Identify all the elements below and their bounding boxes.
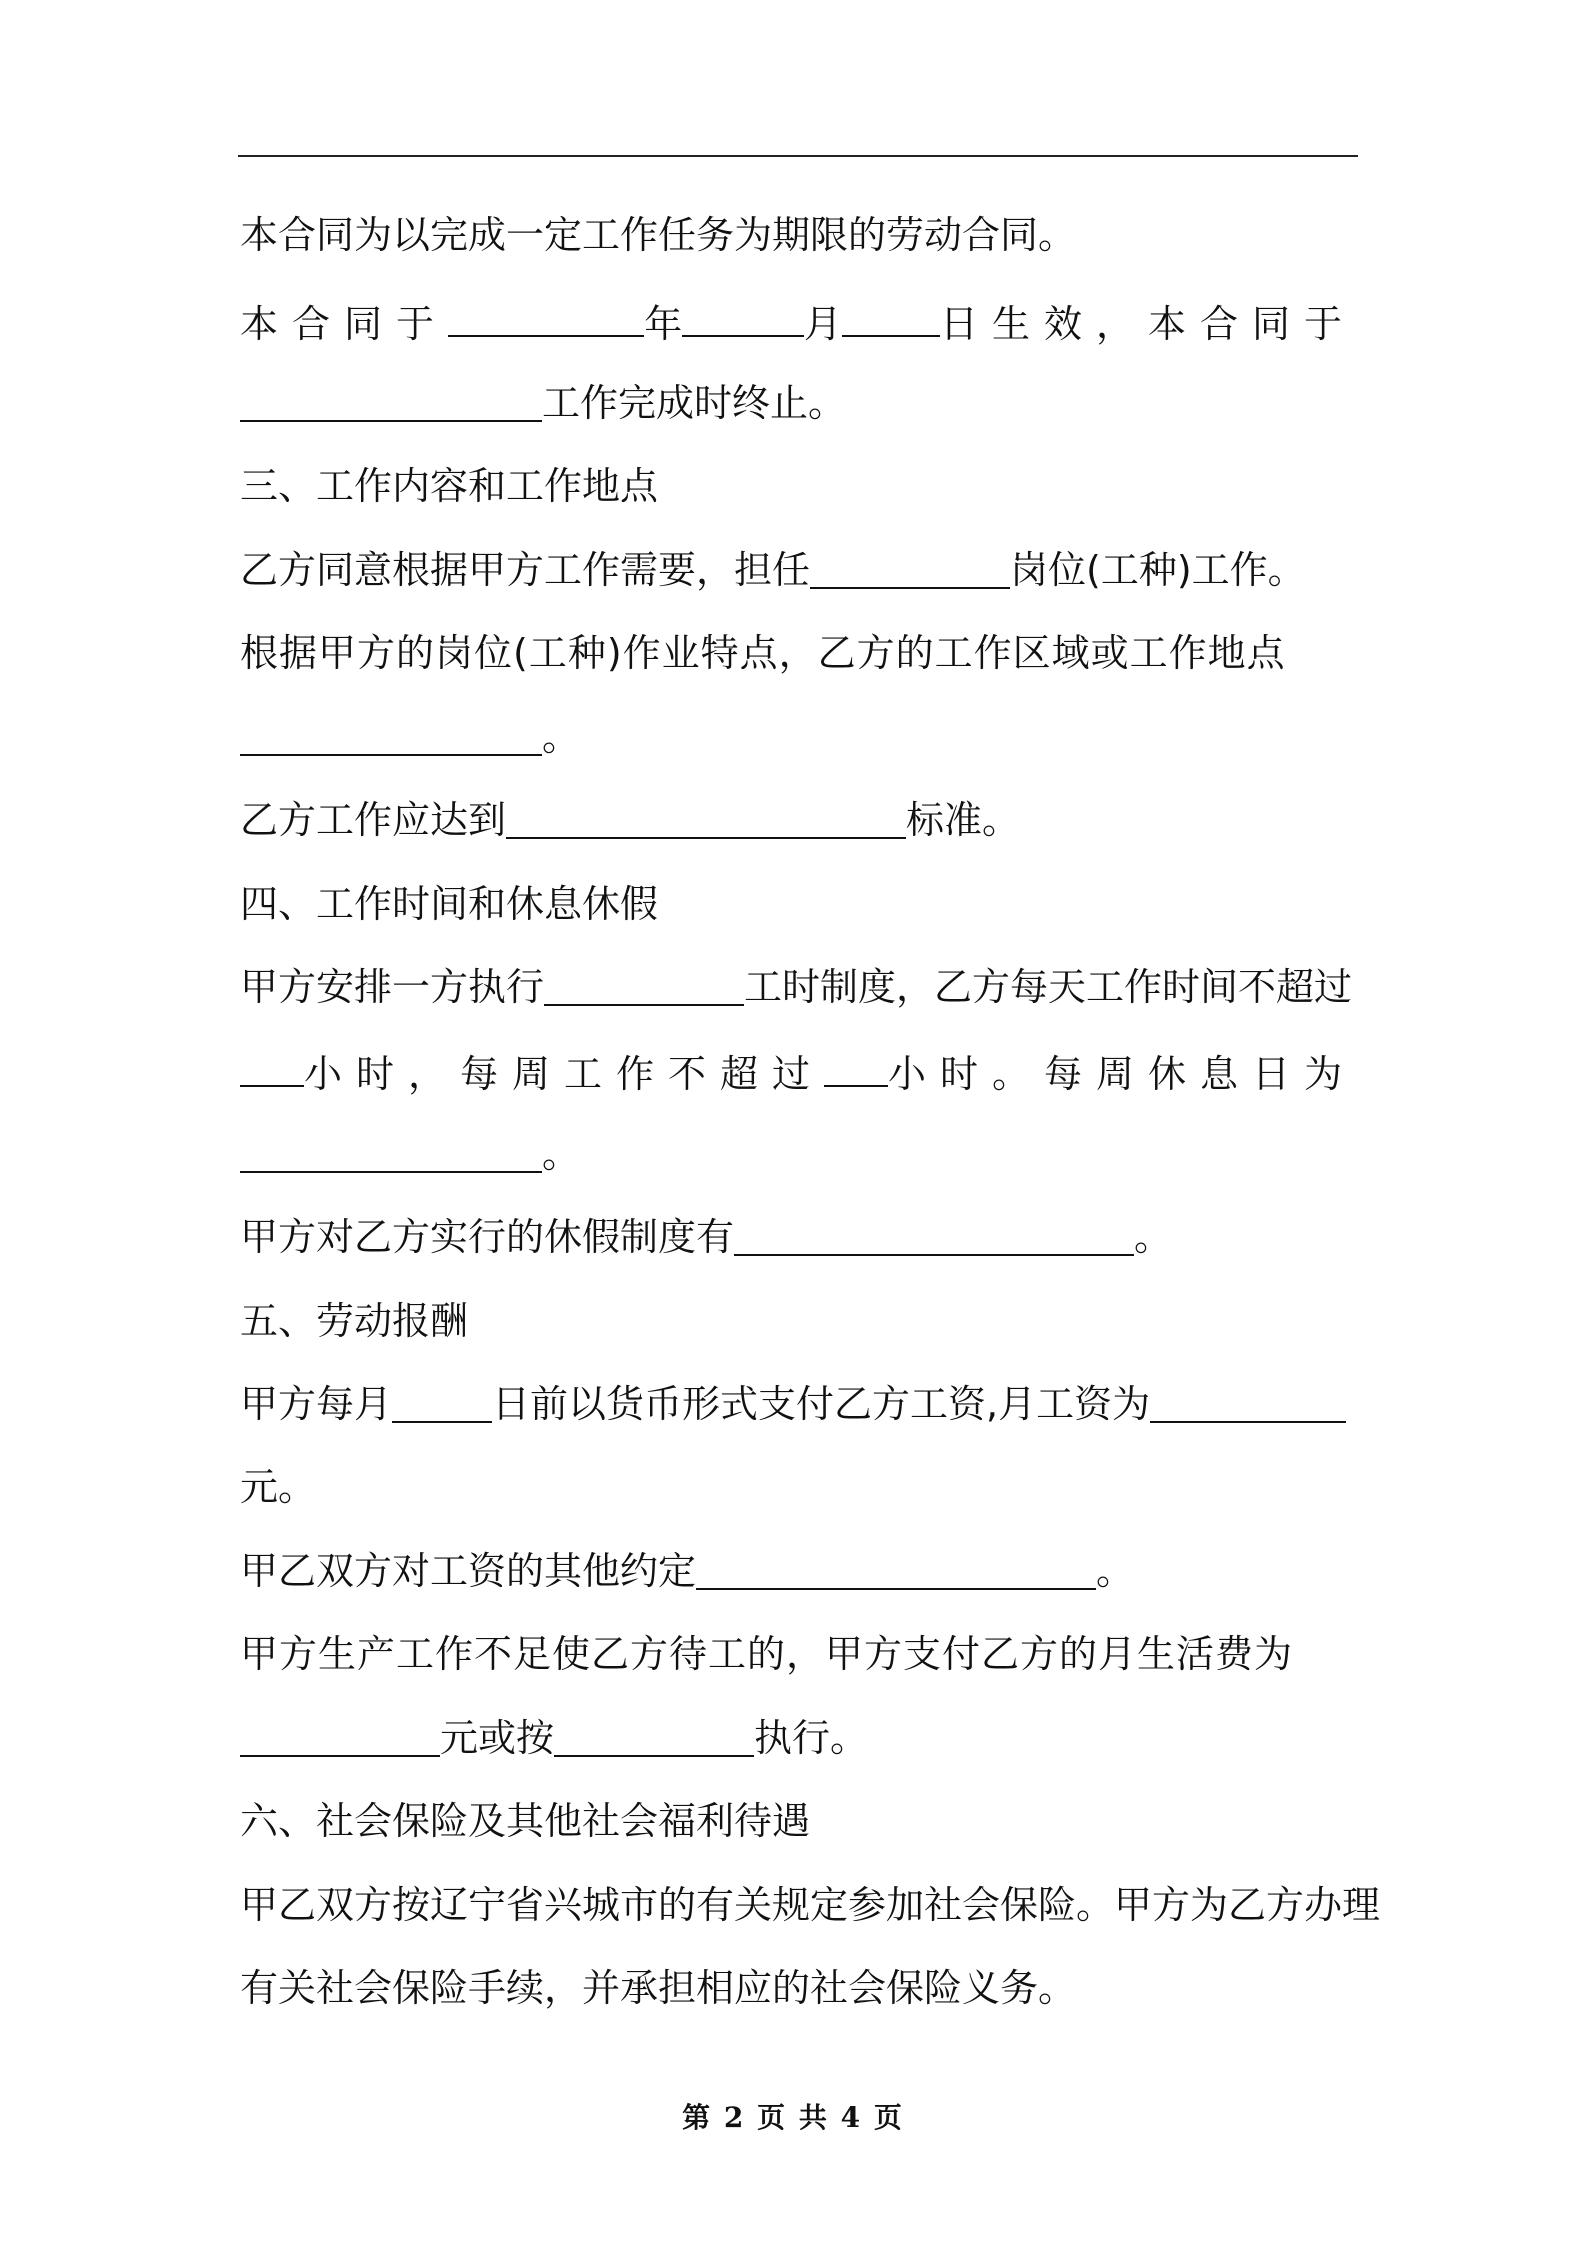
section-5-heading: 五、劳动报酬 — [240, 1299, 469, 1343]
salary-line — [240, 1379, 1356, 1429]
year-label: 年 — [644, 302, 683, 346]
work-hours-text-1: 甲方安排一方执行 — [240, 965, 545, 1009]
effective-text-1: 本合同于 — [240, 302, 449, 346]
section-4-heading: 四、工作时间和休息休假 — [240, 882, 659, 926]
rest-day-end: 。 — [542, 1132, 581, 1176]
year-blank[interactable] — [448, 295, 644, 337]
standard-blank[interactable] — [506, 797, 906, 839]
standby-pay-line: 甲方生产工作不足使乙方待工的，甲方支付乙方的月生活费为 — [240, 1632, 1294, 1676]
month-label: 月 — [803, 302, 842, 346]
salary-other-end: 。 — [1096, 1549, 1135, 1593]
effective-text-2: 日生效，本合同于 — [939, 302, 1356, 346]
page-number: 第 2 页 共 4 页 — [682, 2101, 904, 2134]
work-hours-text-2: 工时制度，乙方每天工作时间不超过 — [744, 965, 1353, 1009]
header-rule — [238, 155, 1358, 157]
monthly-salary-blank[interactable] — [1150, 1381, 1346, 1423]
vacation-blank[interactable] — [734, 1214, 1134, 1256]
hours-limit-line — [240, 1045, 1356, 1099]
work-area-line: 根据甲方的岗位(工种)作业特点，乙方的工作区域或工作地点 — [240, 631, 1286, 675]
effective-date-line — [240, 295, 1356, 349]
day-blank[interactable] — [842, 295, 940, 337]
weekly-hours-blank[interactable] — [824, 1045, 888, 1087]
standby-pay-blank-line — [240, 1713, 1356, 1763]
standby-amount-blank[interactable] — [240, 1715, 440, 1757]
standard-text-1: 乙方工作应达到 — [240, 798, 507, 842]
section-3-heading: 三、工作内容和工作地点 — [240, 464, 659, 508]
hours-limit-text-2: 小时。每周休息日为 — [887, 1052, 1356, 1096]
termination-text: 工作完成时终止。 — [542, 381, 847, 425]
work-hours-blank[interactable] — [544, 964, 744, 1006]
salary-unit-line: 元。 — [240, 1465, 317, 1509]
standby-basis-blank[interactable] — [554, 1715, 754, 1757]
termination-line — [240, 378, 1356, 428]
salary-other-text: 甲乙双方对工资的其他约定 — [240, 1549, 697, 1593]
position-text-1: 乙方同意根据甲方工作需要，担任 — [240, 548, 811, 592]
standby-text-2: 执行。 — [754, 1716, 869, 1760]
vacation-line — [240, 1212, 1356, 1262]
position-blank[interactable] — [810, 547, 1010, 589]
contract-term-sentence: 本合同为以完成一定工作任务为期限的劳动合同。 — [240, 213, 1077, 257]
salary-other-line — [240, 1546, 1356, 1596]
work-area-blank-line — [240, 712, 1356, 762]
hours-limit-text-1: 小时，每周工作不超过 — [303, 1052, 824, 1096]
work-area-blank[interactable] — [240, 714, 542, 756]
month-blank[interactable] — [682, 295, 804, 337]
standard-line — [240, 795, 1356, 845]
salary-text-2: 日前以货币形式支付乙方工资,月工资为 — [492, 1382, 1151, 1426]
pay-day-blank[interactable] — [392, 1381, 492, 1423]
standard-text-2: 标准。 — [906, 798, 1021, 842]
standby-text-1: 元或按 — [440, 1716, 555, 1760]
section-6-heading: 六、社会保险及其他社会福利待遇 — [240, 1799, 811, 1843]
rest-day-blank[interactable] — [240, 1131, 542, 1173]
rest-day-line — [240, 1129, 1356, 1179]
work-hours-line — [240, 962, 1356, 1012]
salary-text-1: 甲方每月 — [240, 1382, 393, 1426]
insurance-line-1: 甲乙双方按辽宁省兴城市的有关规定参加社会保险。甲方为乙方办理 — [240, 1883, 1381, 1927]
work-area-end: 。 — [542, 715, 581, 759]
vacation-text-1: 甲方对乙方实行的休假制度有 — [240, 1215, 735, 1259]
daily-hours-blank[interactable] — [240, 1045, 304, 1087]
position-text-2: 岗位(工种)工作。 — [1010, 548, 1306, 592]
position-line — [240, 545, 1356, 595]
insurance-line-2: 有关社会保险手续，并承担相应的社会保险义务。 — [240, 1966, 1077, 2010]
salary-other-blank[interactable] — [696, 1548, 1096, 1590]
termination-blank[interactable] — [240, 380, 542, 422]
vacation-end: 。 — [1134, 1215, 1173, 1259]
